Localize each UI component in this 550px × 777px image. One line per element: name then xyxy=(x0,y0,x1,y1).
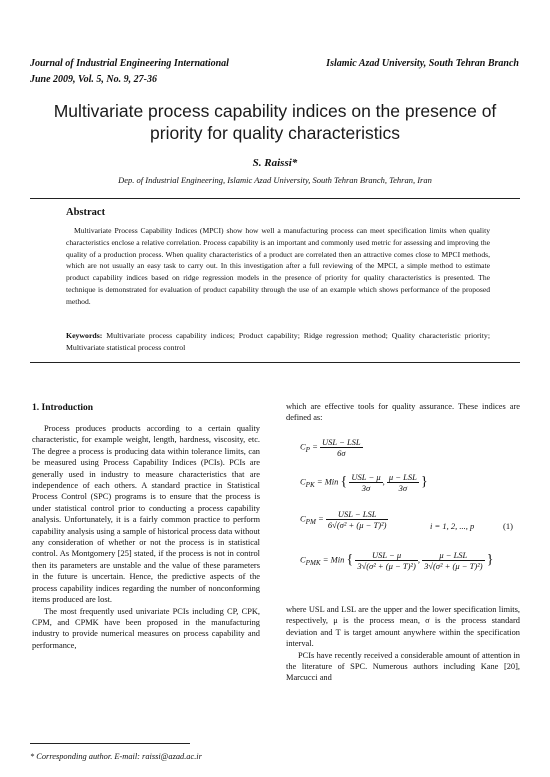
affiliation: Dep. of Industrial Engineering, Islamic Azad University, South Tehran Branch, Tehran, Iran xyxy=(118,175,432,185)
footnote: * Corresponding author. E-mail: raissi@azad.ac.ir xyxy=(30,752,202,761)
journal-name: Journal of Industrial Engineering International xyxy=(30,58,229,69)
equation-cpk: $C_{PK}$ = Min { $\frac{\text{USL − μ}}{3\sigma}$ , $\frac{\text{μ − LSL}}{3\sigma}$ } xyxy=(300,472,428,493)
equation-cp: $C_P$ = $\frac{\text{USL − LSL}}{6\sigma}$ xyxy=(300,437,361,458)
journal-institution: Islamic Azad University, South Tehran Branch xyxy=(326,58,519,69)
intro-paragraph-2: The most frequently used univariate PCIs including CP, CPK, CPM, and CPMK have been proposed in the manufacturing industry to provide numerical measures on process capability and performance, xyxy=(32,606,260,650)
keywords-label: Keywords: xyxy=(66,331,103,340)
abstract-top-rule xyxy=(30,198,520,199)
journal-issue: June 2009, Vol. 5, No. 9, 27-36 xyxy=(30,74,157,85)
paper-title: Multivariate process capability indices on the presence of priority for quality characteristics xyxy=(53,101,497,143)
abstract-text: Multivariate Process Capability Indices (MPCI) show how well a manufacturing process can meet specification limits when quality characteristics enclose a relative correlation. Process capability is an important and commonly used metric for assessing and improving the quality of a production process. When quality characteristics of a product are correlated then an attractive comes close to MPCI methods, which are not usually an easy task to carry out. In this investigation after a full reviewing of the MPCI, a simple method to estimate product capability indices based on ridge regression models in the presence of priority for quality characteristics is presented. The technique is demonstrated for evaluation of product capability through the use of an example which shows performance of the proposed method. xyxy=(66,226,490,306)
keywords-text: Multivariate process capability indices; Product capability; Ridge regression method; Quality characteristic priority; Multivariate statistical process control xyxy=(66,331,490,352)
intro-paragraph-1: Process produces products according to a certain quality characteristic, for example weight, length, hardness, viscosity, etc. The degree a process is producing data within tolerance limits, can be measured using Process Capability Indices (PCIs). PCIs are generally used in industry to measure characteristics that are independence of each others. A standard practice in Statistical Process Control (SPC) programs is to ensure that the process is under statistical control prior to conducting a process capability analysis. Unfortunately, it is a fairly common practice to perform capability analysis using a sample of historical process data without any consideration of whether or not the process is in statistical control. As Montgomery [25] stated, if the process is not in control then its parameters are unstable and the value of these parameters in the future is uncertain. Hence, the predictive aspects of the process capability indices regarding the number of nonconforming items produced are lost. xyxy=(32,424,260,605)
right-paragraph-2: where USL and LSL are the upper and the lower specification limits, respectively, μ is the process mean, σ is the process standard deviation and T is target amount anywhere within the specification interval. xyxy=(286,605,520,649)
right-paragraph-3: PCIs have recently received a considerable amount of attention in the literature of SPC. Numerous authors including Kane [20], Marcucci and xyxy=(286,650,520,683)
equation-cpm: $C_{PM}$ = $\frac{\text{USL − LSL}}{\text{6√(σ² + (μ − T)²)}}$ xyxy=(300,509,387,530)
right-column-top xyxy=(286,401,520,424)
right-paragraph-1: which are effective tools for quality assurance. These indices are defined as: xyxy=(286,402,520,423)
equation-number: (1) xyxy=(503,521,513,531)
abstract-heading: Abstract xyxy=(66,207,106,218)
footnote-rule xyxy=(30,743,190,744)
keywords xyxy=(66,330,490,353)
equation-index-range: i = 1, 2, ..., p xyxy=(430,521,475,531)
left-column xyxy=(32,423,260,651)
section-heading: 1. Introduction xyxy=(32,403,94,413)
abstract-bottom-rule xyxy=(30,362,520,363)
author: S. Raissi* xyxy=(252,157,298,169)
right-column-bottom xyxy=(286,604,520,684)
equation-cpmk: $C_{PMK}$ = Min { $\frac{\text{USL − μ}}{\text{3√(σ² + (μ − T)²)}}$ , $\frac{\text{μ − LSL}}{\text{3√(σ² + (μ − T)²)}}$ } xyxy=(300,550,494,571)
